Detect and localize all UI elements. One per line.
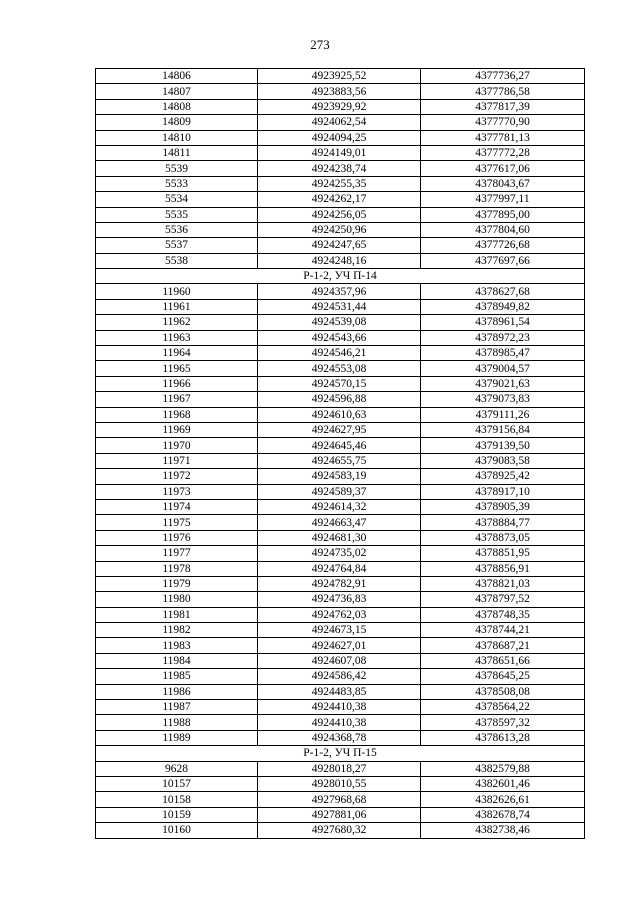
- table-row: [96, 653, 585, 668]
- point-number-cell: 10157: [96, 776, 258, 791]
- x-coordinate-cell: 4923929,92: [258, 99, 421, 114]
- table-row: [96, 469, 585, 484]
- x-coordinate-cell: 4924255,35: [258, 176, 421, 191]
- x-coordinate-cell: 4924368,78: [258, 730, 421, 745]
- y-coordinate-cell: 4377726,68: [421, 238, 585, 253]
- section-header-row: [96, 269, 585, 284]
- x-coordinate-cell: 4924614,32: [258, 499, 421, 514]
- x-coordinate-cell: 4924762,03: [258, 607, 421, 622]
- point-number-cell: 11972: [96, 469, 258, 484]
- table-row: [96, 284, 585, 299]
- y-coordinate-cell: 4377617,06: [421, 161, 585, 176]
- point-number-cell: 11982: [96, 623, 258, 638]
- table-row: [96, 700, 585, 715]
- x-coordinate-cell: 4924357,96: [258, 284, 421, 299]
- y-coordinate-cell: 4379021,63: [421, 376, 585, 391]
- point-number-cell: 14808: [96, 99, 258, 114]
- point-number-cell: 11986: [96, 684, 258, 699]
- y-coordinate-cell: 4378925,42: [421, 469, 585, 484]
- point-number-cell: 11968: [96, 407, 258, 422]
- table-row: [96, 776, 585, 791]
- x-coordinate-cell: 4924250,96: [258, 222, 421, 237]
- point-number-cell: 11974: [96, 499, 258, 514]
- x-coordinate-cell: 4924589,37: [258, 484, 421, 499]
- point-number-cell: 5534: [96, 192, 258, 207]
- point-number-cell: 11971: [96, 453, 258, 468]
- x-coordinate-cell: 4924655,75: [258, 453, 421, 468]
- x-coordinate-cell: 4924673,15: [258, 623, 421, 638]
- x-coordinate-cell: 4924663,47: [258, 515, 421, 530]
- x-coordinate-cell: 4924256,05: [258, 207, 421, 222]
- table-row: [96, 207, 585, 222]
- x-coordinate-cell: 4924607,08: [258, 653, 421, 668]
- y-coordinate-cell: 4379004,57: [421, 361, 585, 376]
- x-coordinate-cell: 4924586,42: [258, 669, 421, 684]
- table-row: [96, 299, 585, 314]
- y-coordinate-cell: 4378564,22: [421, 700, 585, 715]
- x-coordinate-cell: 4924681,30: [258, 530, 421, 545]
- y-coordinate-cell: 4378884,77: [421, 515, 585, 530]
- x-coordinate-cell: 4924483,85: [258, 684, 421, 699]
- x-coordinate-cell: 4924553,08: [258, 361, 421, 376]
- section-title: Р-1-2, УЧ П-14: [96, 269, 585, 284]
- x-coordinate-cell: 4923925,52: [258, 69, 421, 84]
- table-row: [96, 592, 585, 607]
- point-number-cell: 11964: [96, 346, 258, 361]
- x-coordinate-cell: 4924583,19: [258, 469, 421, 484]
- y-coordinate-cell: 4378949,82: [421, 299, 585, 314]
- y-coordinate-cell: 4377817,39: [421, 99, 585, 114]
- x-coordinate-cell: 4924596,88: [258, 392, 421, 407]
- y-coordinate-cell: 4379111,26: [421, 407, 585, 422]
- table-row: [96, 315, 585, 330]
- y-coordinate-cell: 4377772,28: [421, 145, 585, 160]
- table-row: [96, 407, 585, 422]
- y-coordinate-cell: 4378856,91: [421, 561, 585, 576]
- x-coordinate-cell: 4924062,54: [258, 115, 421, 130]
- table-row: [96, 484, 585, 499]
- table-row: [96, 623, 585, 638]
- table-row: [96, 438, 585, 453]
- x-coordinate-cell: 4924570,15: [258, 376, 421, 391]
- point-number-cell: 11980: [96, 592, 258, 607]
- point-number-cell: 10160: [96, 823, 258, 838]
- point-number-cell: 11981: [96, 607, 258, 622]
- y-coordinate-cell: 4379156,84: [421, 422, 585, 437]
- y-coordinate-cell: 4378873,05: [421, 530, 585, 545]
- x-coordinate-cell: 4924546,21: [258, 346, 421, 361]
- y-coordinate-cell: 4382678,74: [421, 807, 585, 822]
- y-coordinate-cell: 4377770,90: [421, 115, 585, 130]
- table-row: [96, 761, 585, 776]
- table-row: [96, 823, 585, 838]
- point-number-cell: 5533: [96, 176, 258, 191]
- table-row: [96, 638, 585, 653]
- y-coordinate-cell: 4378821,03: [421, 576, 585, 591]
- y-coordinate-cell: 4378645,25: [421, 669, 585, 684]
- table-row: [96, 222, 585, 237]
- point-number-cell: 11989: [96, 730, 258, 745]
- point-number-cell: 11975: [96, 515, 258, 530]
- y-coordinate-cell: 4377997,11: [421, 192, 585, 207]
- point-number-cell: 5537: [96, 238, 258, 253]
- x-coordinate-cell: 4924782,91: [258, 576, 421, 591]
- table-row: [96, 422, 585, 437]
- table-row: [96, 176, 585, 191]
- point-number-cell: 11960: [96, 284, 258, 299]
- point-number-cell: 11987: [96, 700, 258, 715]
- table-row: [96, 607, 585, 622]
- point-number-cell: 11963: [96, 330, 258, 345]
- x-coordinate-cell: 4924238,74: [258, 161, 421, 176]
- table-row: [96, 145, 585, 160]
- coordinates-table: [95, 68, 585, 839]
- point-number-cell: 11983: [96, 638, 258, 653]
- table-row: [96, 730, 585, 745]
- y-coordinate-cell: 4377895,00: [421, 207, 585, 222]
- x-coordinate-cell: 4924645,46: [258, 438, 421, 453]
- x-coordinate-cell: 4924627,95: [258, 422, 421, 437]
- table-row: [96, 115, 585, 130]
- y-coordinate-cell: 4378748,35: [421, 607, 585, 622]
- y-coordinate-cell: 4377786,58: [421, 84, 585, 99]
- point-number-cell: 14806: [96, 69, 258, 84]
- point-number-cell: 11970: [96, 438, 258, 453]
- point-number-cell: 11988: [96, 715, 258, 730]
- y-coordinate-cell: 4377697,66: [421, 253, 585, 268]
- table-row: [96, 546, 585, 561]
- x-coordinate-cell: 4924247,65: [258, 238, 421, 253]
- x-coordinate-cell: 4923883,56: [258, 84, 421, 99]
- x-coordinate-cell: 4927968,68: [258, 792, 421, 807]
- y-coordinate-cell: 4378627,68: [421, 284, 585, 299]
- point-number-cell: 5538: [96, 253, 258, 268]
- point-number-cell: 11967: [96, 392, 258, 407]
- point-number-cell: 14811: [96, 145, 258, 160]
- table-row: [96, 130, 585, 145]
- y-coordinate-cell: 4382626,61: [421, 792, 585, 807]
- point-number-cell: 11965: [96, 361, 258, 376]
- point-number-cell: 11973: [96, 484, 258, 499]
- table-row: [96, 392, 585, 407]
- table-row: [96, 238, 585, 253]
- table-row: [96, 530, 585, 545]
- y-coordinate-cell: 4378851,95: [421, 546, 585, 561]
- table-row: [96, 330, 585, 345]
- table-row: [96, 192, 585, 207]
- x-coordinate-cell: 4924531,44: [258, 299, 421, 314]
- x-coordinate-cell: 4927680,32: [258, 823, 421, 838]
- table-row: [96, 253, 585, 268]
- y-coordinate-cell: 4378651,66: [421, 653, 585, 668]
- section-title: Р-1-2, УЧ П-15: [96, 746, 585, 761]
- y-coordinate-cell: 4378905,39: [421, 499, 585, 514]
- table-row: [96, 99, 585, 114]
- y-coordinate-cell: 4379073,83: [421, 392, 585, 407]
- point-number-cell: 11961: [96, 299, 258, 314]
- table-row: [96, 515, 585, 530]
- point-number-cell: 9628: [96, 761, 258, 776]
- y-coordinate-cell: 4378508,08: [421, 684, 585, 699]
- point-number-cell: 14807: [96, 84, 258, 99]
- x-coordinate-cell: 4924543,66: [258, 330, 421, 345]
- y-coordinate-cell: 4378597,32: [421, 715, 585, 730]
- table-row: [96, 792, 585, 807]
- y-coordinate-cell: 4379139,50: [421, 438, 585, 453]
- table-row: [96, 376, 585, 391]
- x-coordinate-cell: 4924764,84: [258, 561, 421, 576]
- point-number-cell: 11984: [96, 653, 258, 668]
- y-coordinate-cell: 4378744,21: [421, 623, 585, 638]
- y-coordinate-cell: 4382738,46: [421, 823, 585, 838]
- point-number-cell: 11962: [96, 315, 258, 330]
- coordinates-table-body: [96, 69, 585, 839]
- x-coordinate-cell: 4924149,01: [258, 145, 421, 160]
- point-number-cell: 14810: [96, 130, 258, 145]
- table-row: [96, 684, 585, 699]
- y-coordinate-cell: 4378972,23: [421, 330, 585, 345]
- y-coordinate-cell: 4378687,21: [421, 638, 585, 653]
- table-row: [96, 807, 585, 822]
- table-row: [96, 576, 585, 591]
- y-coordinate-cell: 4382579,88: [421, 761, 585, 776]
- table-row: [96, 346, 585, 361]
- x-coordinate-cell: 4924094,25: [258, 130, 421, 145]
- y-coordinate-cell: 4379083,58: [421, 453, 585, 468]
- point-number-cell: 5536: [96, 222, 258, 237]
- x-coordinate-cell: 4927881,06: [258, 807, 421, 822]
- y-coordinate-cell: 4378985,47: [421, 346, 585, 361]
- table-row: [96, 669, 585, 684]
- point-number-cell: 11976: [96, 530, 258, 545]
- x-coordinate-cell: 4924539,08: [258, 315, 421, 330]
- point-number-cell: 10159: [96, 807, 258, 822]
- x-coordinate-cell: 4924262,17: [258, 192, 421, 207]
- y-coordinate-cell: 4382601,46: [421, 776, 585, 791]
- point-number-cell: 11978: [96, 561, 258, 576]
- point-number-cell: 14809: [96, 115, 258, 130]
- table-row: [96, 161, 585, 176]
- point-number-cell: 11977: [96, 546, 258, 561]
- y-coordinate-cell: 4378961,54: [421, 315, 585, 330]
- point-number-cell: 11966: [96, 376, 258, 391]
- x-coordinate-cell: 4924736,83: [258, 592, 421, 607]
- point-number-cell: 11969: [96, 422, 258, 437]
- x-coordinate-cell: 4924610,63: [258, 407, 421, 422]
- y-coordinate-cell: 4378917,10: [421, 484, 585, 499]
- x-coordinate-cell: 4924627,01: [258, 638, 421, 653]
- point-number-cell: 5539: [96, 161, 258, 176]
- table-row: [96, 561, 585, 576]
- table-row: [96, 499, 585, 514]
- x-coordinate-cell: 4924248,16: [258, 253, 421, 268]
- table-row: [96, 84, 585, 99]
- table-row: [96, 69, 585, 84]
- page-number: 273: [310, 37, 330, 52]
- x-coordinate-cell: 4924410,38: [258, 715, 421, 730]
- y-coordinate-cell: 4378797,52: [421, 592, 585, 607]
- x-coordinate-cell: 4924410,38: [258, 700, 421, 715]
- table-row: [96, 361, 585, 376]
- x-coordinate-cell: 4928018,27: [258, 761, 421, 776]
- x-coordinate-cell: 4928010,55: [258, 776, 421, 791]
- table-row: [96, 453, 585, 468]
- point-number-cell: 10158: [96, 792, 258, 807]
- y-coordinate-cell: 4377781,13: [421, 130, 585, 145]
- point-number-cell: 11979: [96, 576, 258, 591]
- y-coordinate-cell: 4378043,67: [421, 176, 585, 191]
- x-coordinate-cell: 4924735,02: [258, 546, 421, 561]
- table-row: [96, 715, 585, 730]
- y-coordinate-cell: 4377804,60: [421, 222, 585, 237]
- point-number-cell: 5535: [96, 207, 258, 222]
- y-coordinate-cell: 4377736,27: [421, 69, 585, 84]
- section-header-row: [96, 746, 585, 761]
- y-coordinate-cell: 4378613,28: [421, 730, 585, 745]
- point-number-cell: 11985: [96, 669, 258, 684]
